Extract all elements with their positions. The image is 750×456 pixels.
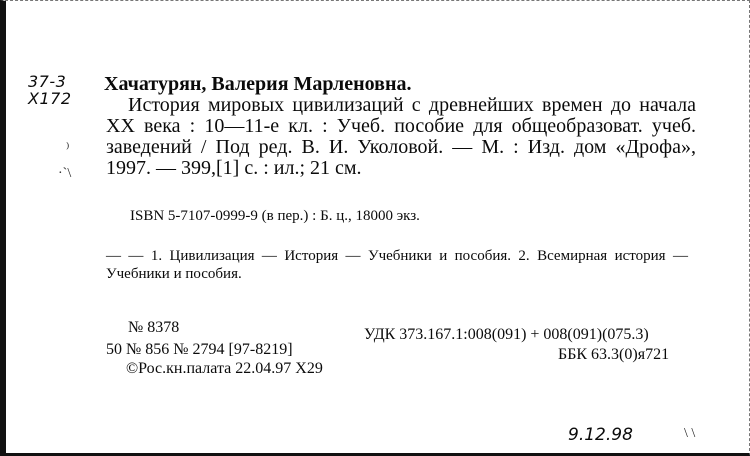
shelf-mark (28, 73, 80, 107)
handwritten-date: 9.12.98 (568, 425, 633, 445)
pencil-mark: ·`\ (58, 166, 72, 181)
bbk-code: ББК 63.3(0)я721 (558, 346, 670, 363)
isbn-line: ISBN 5-7107-0999-9 (в пер.) : Б. ц., 18000 экз. (130, 208, 420, 224)
bibliographic-description (106, 95, 696, 179)
pencil-mark: ⁾ (66, 142, 70, 157)
record-number: № 8378 (128, 319, 180, 336)
author-heading: Хачатурян, Валерия Марленовна. (104, 73, 412, 95)
shelf-mark-top: 37-3 (28, 72, 67, 91)
udk-code: УДК 373.167.1:008(091) + 008(091)(075.3) (364, 326, 649, 343)
subject-headings: — — 1. Цивилизация — История — Учебники и пособия. 2. Всемирная история — Учебники и пособия. (106, 248, 688, 282)
book-chamber-imprint: ©Рос.кн.палата 22.04.97 Х29 (126, 360, 323, 377)
title-block: История мировых цивилизаций с древнейших времен до начала XX века : 10—11-е кл. : Учеб. пособие для общеобразоват. учеб. заведений / Под ред. В. И. Уколовой. — М. : Изд. дом «Дрофа», 1997. — 399,[1] с. : ил.; 21 см. (106, 94, 696, 179)
pencil-mark: \ \ (684, 426, 696, 441)
registration-numbers: 50 № 856 № 2794 [97-8219] (106, 341, 293, 358)
shelf-mark-bottom: Х172 (28, 89, 72, 108)
